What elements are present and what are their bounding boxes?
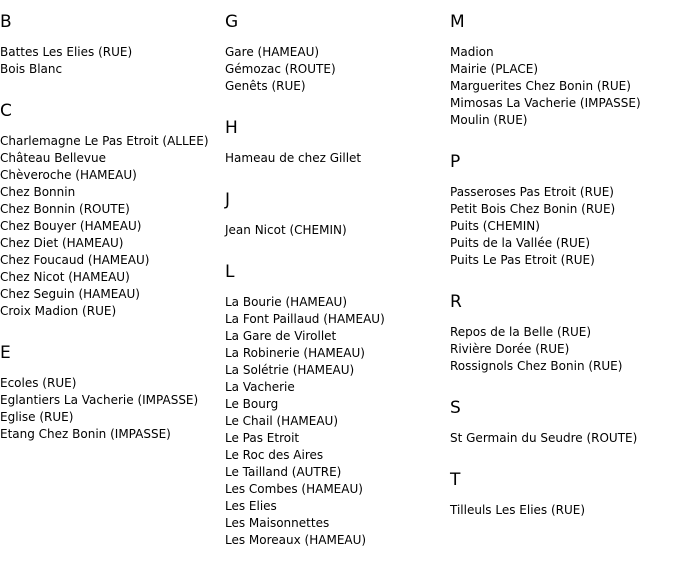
index-letter-heading: C	[0, 101, 12, 121]
street-list-item: Les Maisonnettes	[225, 516, 330, 530]
street-list-item: Chez Seguin (HAMEAU)	[0, 287, 140, 301]
street-list-item: Genêts (RUE)	[225, 79, 306, 93]
street-list-item: Moulin (RUE)	[450, 113, 528, 127]
street-list-item: Mimosas La Vacherie (IMPASSE)	[450, 96, 641, 110]
index-letter-heading: B	[0, 12, 12, 32]
street-list-item: Petit Bois Chez Bonin (RUE)	[450, 202, 616, 216]
street-list-item: Le Pas Etroit	[225, 431, 300, 445]
street-list-item: Battes Les Elies (RUE)	[0, 45, 133, 59]
street-list-item: Puits Le Pas Etroit (RUE)	[450, 253, 595, 267]
street-list-item: Chez Bouyer (HAMEAU)	[0, 219, 142, 233]
street-list-item: Chez Diet (HAMEAU)	[0, 236, 124, 250]
street-list-item: Ecoles (RUE)	[0, 376, 77, 390]
street-list-item: La Font Paillaud (HAMEAU)	[225, 312, 385, 326]
street-list-item: Puits (CHEMIN)	[450, 219, 540, 233]
street-list-item: Chez Foucaud (HAMEAU)	[0, 253, 150, 267]
street-list-item: Château Bellevue	[0, 151, 106, 165]
street-list-item: Eglantiers La Vacherie (IMPASSE)	[0, 393, 199, 407]
street-list-item: Hameau de chez Gillet	[225, 151, 362, 165]
street-list-item: St Germain du Seudre (ROUTE)	[450, 431, 638, 445]
street-list-item: Le Tailland (AUTRE)	[225, 465, 342, 479]
street-list-item: Les Elies	[225, 499, 277, 513]
street-list-item: Croix Madion (RUE)	[0, 304, 117, 318]
street-list-item: Chez Nicot (HAMEAU)	[0, 270, 130, 284]
index-letter-heading: R	[450, 292, 462, 312]
index-letter-heading: J	[225, 190, 231, 210]
street-list-item: Le Chail (HAMEAU)	[225, 414, 339, 428]
street-list-item: Bois Blanc	[0, 62, 63, 76]
street-list-item: Les Moreaux (HAMEAU)	[225, 533, 367, 547]
street-list-item: Le Bourg	[225, 397, 279, 411]
index-letter-heading: T	[450, 470, 461, 490]
street-list-item: Marguerites Chez Bonin (RUE)	[450, 79, 631, 93]
street-list-item: Tilleuls Les Elies (RUE)	[450, 503, 586, 517]
index-letter-heading: P	[450, 152, 461, 172]
index-letter-heading: M	[450, 12, 465, 32]
street-list-item: Mairie (PLACE)	[450, 62, 539, 76]
street-list-item: La Gare de Virollet	[225, 329, 337, 343]
street-list-item: La Vacherie	[225, 380, 295, 394]
street-list-item: Chez Bonnin (ROUTE)	[0, 202, 130, 216]
street-list-item: Etang Chez Bonin (IMPASSE)	[0, 427, 171, 441]
street-list-item: Rossignols Chez Bonin (RUE)	[450, 359, 623, 373]
street-list-item: Passeroses Pas Etroit (RUE)	[450, 185, 614, 199]
street-list-item: Les Combes (HAMEAU)	[225, 482, 363, 496]
street-list-item: La Bourie (HAMEAU)	[225, 295, 348, 309]
street-list-item: Jean Nicot (CHEMIN)	[225, 223, 347, 237]
index-letter-heading: H	[225, 118, 238, 138]
street-list-item: Gémozac (ROUTE)	[225, 62, 336, 76]
street-list-item: Puits de la Vallée (RUE)	[450, 236, 590, 250]
index-letter-heading: L	[225, 262, 235, 282]
index-letter-heading: E	[0, 343, 11, 363]
index-letter-heading: S	[450, 398, 461, 418]
street-list-item: Repos de la Belle (RUE)	[450, 325, 592, 339]
street-list-item: Chèveroche (HAMEAU)	[0, 168, 137, 182]
street-list-item: Le Roc des Aires	[225, 448, 324, 462]
street-list-item: Charlemagne Le Pas Etroit (ALLEE)	[0, 134, 209, 148]
street-list-item: Madion	[450, 45, 494, 59]
street-list-item: Rivière Dorée (RUE)	[450, 342, 570, 356]
street-list-item: La Solétrie (HAMEAU)	[225, 363, 355, 377]
street-list-item: Chez Bonnin	[0, 185, 76, 199]
street-list-item: La Robinerie (HAMEAU)	[225, 346, 365, 360]
index-letter-heading: G	[225, 12, 239, 32]
street-list-item: Gare (HAMEAU)	[225, 45, 320, 59]
street-list-item: Eglise (RUE)	[0, 410, 74, 424]
